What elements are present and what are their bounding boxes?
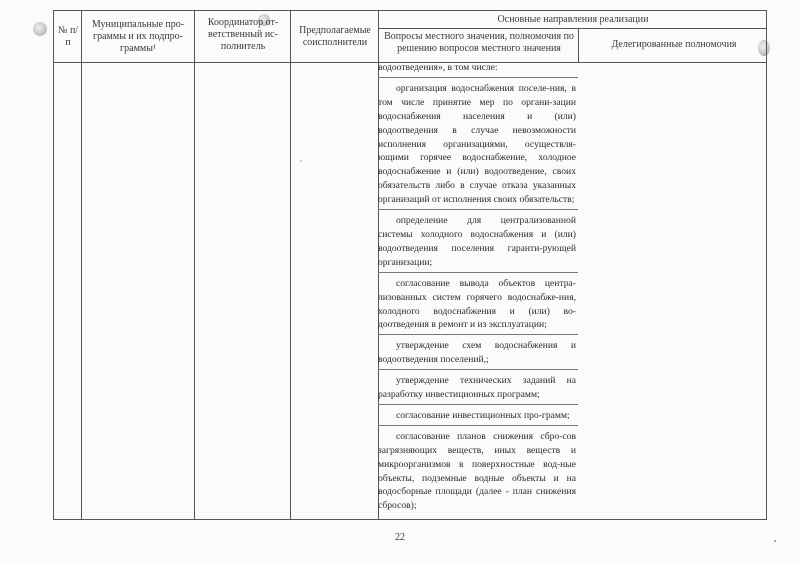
scan-speck [774, 540, 776, 542]
header-coordinator: Координатор от-ветственный ис-полнитель [207, 17, 279, 52]
header-divider [378, 28, 766, 29]
header-num: № п/п [57, 25, 79, 48]
page-number: 22 [395, 532, 405, 543]
column-divider [578, 28, 579, 62]
column-divider [290, 11, 291, 519]
paragraph: утверждение схем водоснабжения и водоотведения поселений,; [378, 338, 578, 370]
paragraph: утверждение технических заданий на разработку инвестиционных программ; [378, 373, 578, 405]
paragraph: согласование инвестиционных про-грамм; [378, 408, 578, 426]
header-co-executors: Предполагаемые соисполнители [299, 25, 371, 48]
paragraph: организация водоснабжения поселе-ния, в том числе принятие мер по органи-зации водоснабжения населения и (или) водоотведения в случае невозможности исполнения организациями, осуществля-ющими горячее водоснабжение, холодное водоснабжение и (или) водоотведение, своих обязательств либо в случае отказа указанных организаций от исполнения своих обязательств; [378, 81, 578, 210]
header-delegated: Делегированные полномочия [611, 39, 737, 50]
header-main-directions: Основные направления реализации [497, 14, 649, 25]
header-local-questions: Вопросы местного значения, полномочия по решению вопросов местного значения [384, 31, 574, 54]
header-programs: Муниципальные про-граммы и их подпро-граммы¹ [91, 19, 185, 54]
column-divider [81, 11, 82, 519]
paragraph: водоотведения», в том числе: [378, 60, 578, 78]
paragraph: согласование планов снижения сбро-сов загрязняющих веществ, иных веществ и микроорганизмов в поверхностные вод-ные объекты, подземные водные объекты и на водосборные площади (далее - план снижения сбросов); [378, 430, 576, 512]
paragraph: определение для централизованной системы холодного водоснабжения и (или) водоотведения поселения гаранти-рующей организации; [378, 213, 578, 273]
local-questions-cell [378, 60, 578, 518]
paragraph: согласование вывода объектов центра-лизованных систем горячего водоснабже-ния, холодного водоснабжения и (или) во-доотведения в ремонт и из эксплуатации; [378, 276, 578, 336]
punch-hole-left [33, 22, 47, 36]
column-divider [194, 11, 195, 519]
